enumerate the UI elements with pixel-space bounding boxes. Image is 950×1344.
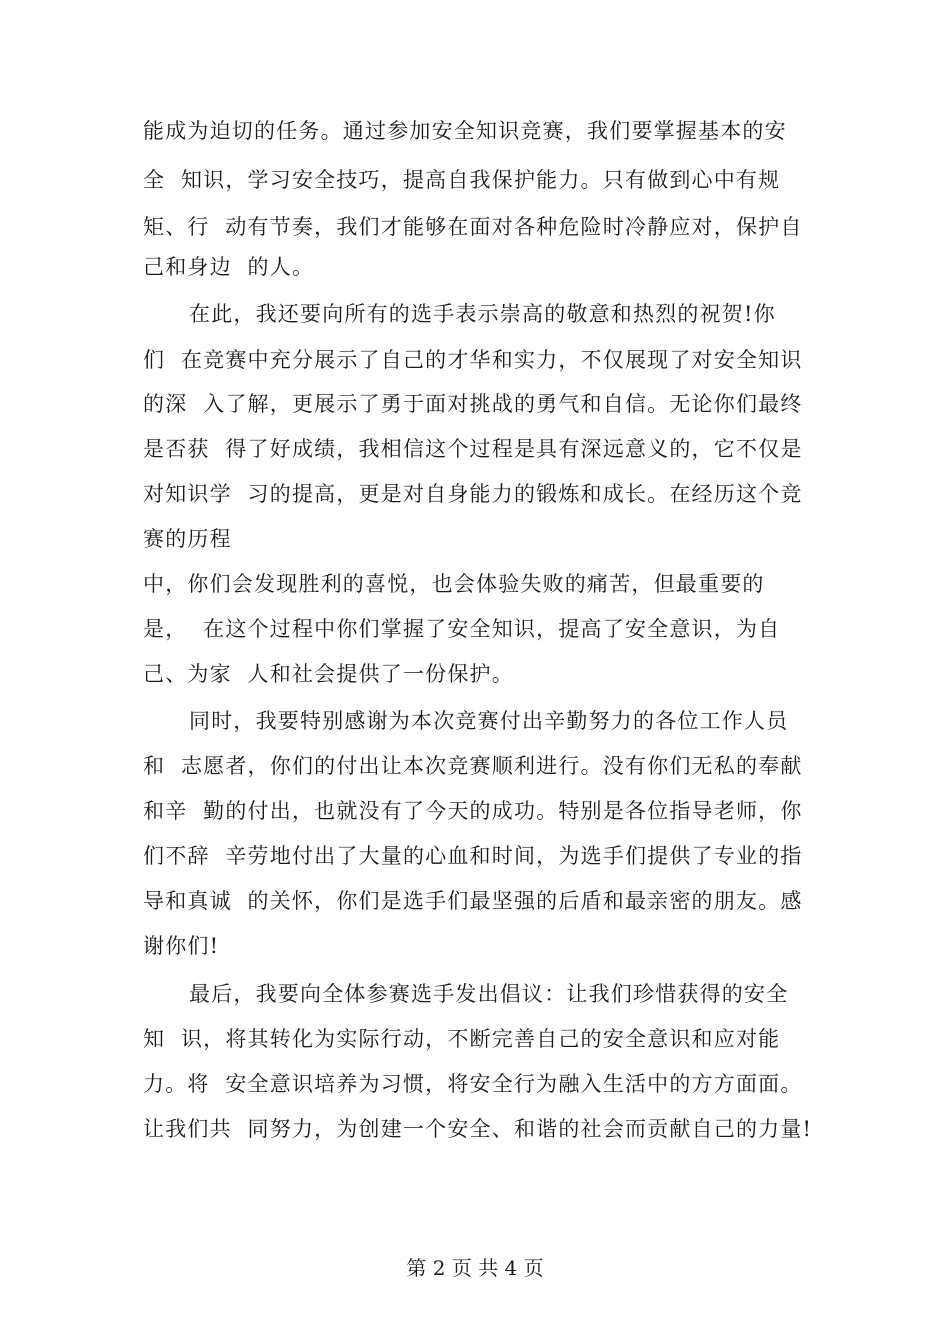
page-number-footer: 第 2 页 共 4 页 xyxy=(406,1256,544,1280)
paragraph-1-line-2: 全 知识，学习安全技巧，提高自我保护能力。只有做到心中有规 xyxy=(143,168,781,192)
paragraph-2-line-6: 赛的历程 xyxy=(143,527,232,551)
paragraph-3-line-1: 中，你们会发现胜利的喜悦，也会体验失败的痛苦，但最重要的 xyxy=(143,572,765,596)
paragraph-2-line-5: 对知识学 习的提高，更是对自身能力的锻炼和成长。在经历这个竞 xyxy=(143,482,803,506)
paragraph-1-line-1: 能成为迫切的任务。通过参加安全知识竞赛，我们要掌握基本的安 xyxy=(143,119,787,143)
paragraph-2-line-2: 们 在竞赛中充分展示了自己的才华和实力，不仅展现了对安全知识 xyxy=(143,348,803,372)
paragraph-4-line-3: 和辛 勤的付出，也就没有了今天的成功。特别是各位指导老师，你 xyxy=(143,799,803,823)
paragraph-1-line-4: 己和身边 的人。 xyxy=(143,255,315,279)
paragraph-5-line-1: 最后，我要向全体参赛选手发出倡议：让我们珍惜获得的安全 xyxy=(189,982,789,1006)
paragraph-4-line-4: 们不辞 辛劳地付出了大量的心血和时间，为选手们提供了专业的指 xyxy=(143,844,803,868)
paragraph-4-line-2: 和 志愿者，你们的付出让本次竞赛顺利进行。没有你们无私的奉献 xyxy=(143,754,803,778)
paragraph-2-line-1: 在此，我还要向所有的选手表示崇高的敬意和热烈的祝贺!你 xyxy=(189,302,776,326)
paragraph-5-line-4: 让我们共 同努力，为创建一个安全、和谐的社会而贡献自己的力量! xyxy=(143,1117,813,1141)
paragraph-2-line-3: 的深 入了解，更展示了勇于面对挑战的勇气和自信。无论你们最终 xyxy=(143,392,803,416)
paragraph-5-line-3: 力。将 安全意识培养为习惯，将安全行为融入生活中的方方面面。 xyxy=(143,1072,803,1096)
paragraph-2-line-4: 是否获 得了好成绩，我相信这个过程是具有深远意义的，它不仅是 xyxy=(143,437,803,461)
paragraph-4-line-5: 导和真诚 的关怀，你们是选手们最坚强的后盾和最亲密的朋友。感 xyxy=(143,889,803,913)
paragraph-3-line-3: 己、为家 人和社会提供了一份保护。 xyxy=(143,662,514,686)
paragraph-4-line-6: 谢你们! xyxy=(143,934,220,958)
paragraph-3-line-2: 是， 在这个过程中你们掌握了安全知识，提高了安全意识，为自 xyxy=(143,617,781,641)
paragraph-1-line-3: 矩、行 动有节奏，我们才能够在面对各种危险时冷静应对，保护自 xyxy=(143,215,803,239)
paragraph-5-line-2: 知 识，将其转化为实际行动，不断完善自己的安全意识和应对能 xyxy=(143,1027,781,1051)
paragraph-4-line-1: 同时，我要特别感谢为本次竞赛付出辛勤努力的各位工作人员 xyxy=(189,709,789,733)
